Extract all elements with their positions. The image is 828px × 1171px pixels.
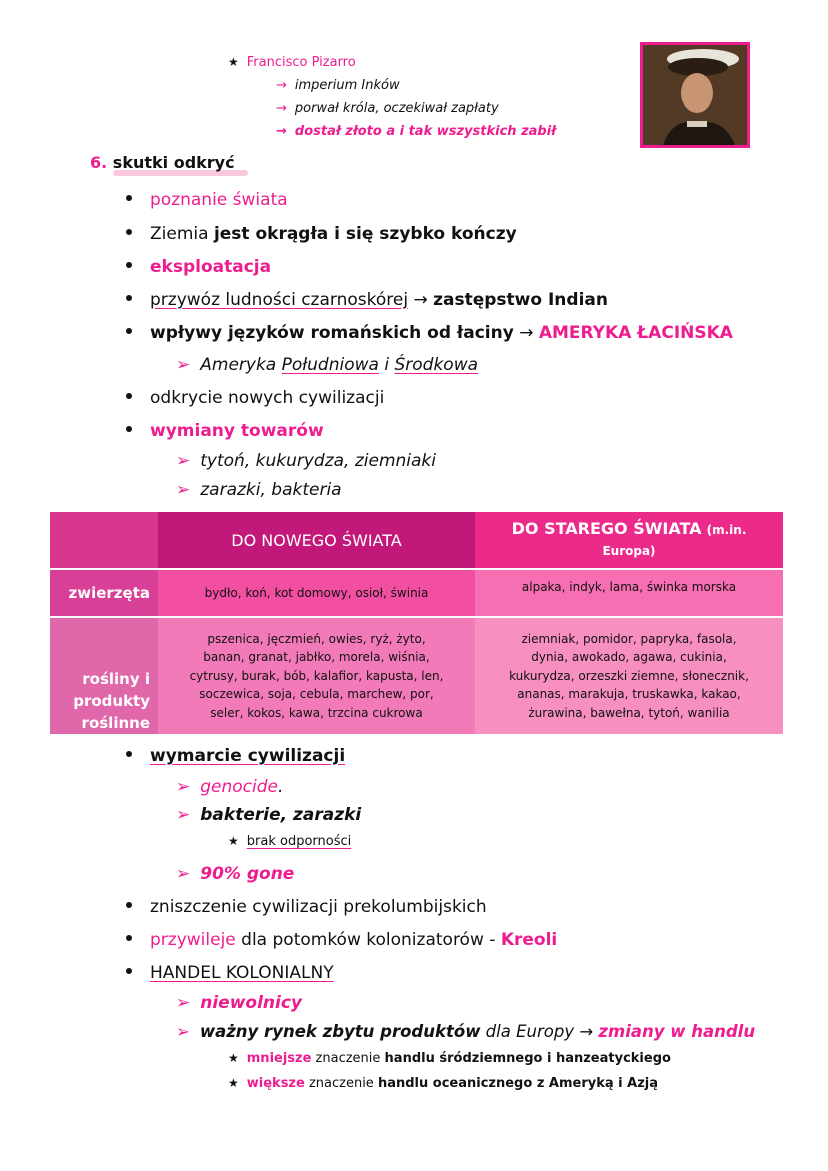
sub-sub-item: ★ brak odporności [228,834,352,849]
pizarro-point-3: → dostał złoto a i tak wszystkich zabił [276,124,557,139]
triangle-icon: ➢ [176,993,191,1013]
sub-list-item: ➢ ważny rynek zbytu produktów dla Europy → zmiany w handlu [176,1022,756,1041]
list-item: przywileje dla potomków kolonizatorów - Kreoli [126,930,557,950]
list-item: wymarcie cywilizacji [126,746,345,766]
bullet-icon [126,328,132,334]
star-icon: ★ [228,1076,239,1090]
bullet-icon [126,751,132,757]
bullet-icon [126,968,132,974]
bullet-icon [126,935,132,941]
triangle-icon: ➢ [176,480,191,500]
triangle-icon: ➢ [176,451,191,471]
triangle-icon: ➢ [176,864,191,884]
sub-list-item: ➢ genocide. [176,777,284,797]
sub-list-item: ➢ Ameryka Południowa i Środkowa [176,355,479,375]
animals-to-new-world: bydło, koń, kot domowy, osioł, świnia [158,570,475,616]
bullet-icon [126,426,132,432]
bullet-icon [126,195,132,201]
portrait-image [643,45,747,145]
plants-to-new-world: pszenica, jęczmień, owies, ryż, żyto, banan, granat, jabłko, morela, wiśnia, cytrusy, burak, bób, kalafior, kapusta, len, soczewica, soja, cebula, marchew, por, seler, kokos, kawa, trzcina cukrowa [158,618,475,734]
star-icon: ★ [228,55,239,69]
bullet-icon [126,902,132,908]
pizarro-point-1: → imperium Inków [276,78,400,93]
pizarro-name-row [228,55,356,70]
triangle-icon: ➢ [176,355,191,375]
row-label-animals: zwierzęta [50,570,158,616]
row-label-plants: rośliny i produkty roślinne [50,618,158,734]
list-item: wymiany towarów [126,421,324,441]
list-item: Ziemia jest okrągła i się szybko kończy [126,224,517,244]
section-heading: 6. skutki odkryć [90,153,235,172]
exchange-table [50,512,783,734]
list-item: zniszczenie cywilizacji prekolumbijskich [126,897,487,917]
pizarro-point-2: → porwał króla, oczekiwał zapłaty [276,101,499,116]
sub-list-item: ➢ 90% gone [176,864,295,884]
animals-to-old-world: alpaka, indyk, lama, świnka morska [475,570,783,616]
sub-list-item: ➢ bakterie, zarazki [176,805,362,825]
list-item: eksploatacja [126,257,271,277]
sub-list-item: ➢ niewolnicy [176,993,303,1013]
star-icon: ★ [228,1051,239,1065]
sub-list-item: ➢ zarazki, bakteria [176,480,342,500]
bullet-icon [126,393,132,399]
sub-sub-item: ★ większe znaczenie handlu oceanicznego z Ameryką i Azją [228,1076,659,1091]
triangle-icon: ➢ [176,805,191,825]
triangle-icon: ➢ [176,777,191,797]
sub-sub-item: ★ mniejsze znaczenie handlu śródziemnego i hanzeatyckiego [228,1051,671,1066]
arrow-icon: → [276,124,287,139]
list-item: HANDEL KOLONIALNY [126,963,334,983]
list-item: przywóz ludności czarnoskórej → zastępstwo Indian [126,290,608,310]
table-corner [50,512,158,568]
list-item: wpływy języków romańskich od łaciny → AMERYKA ŁACIŃSKA [126,323,733,343]
table-header-new-world: DO NOWEGO ŚWIATA [158,512,475,568]
arrow-icon: → [276,101,287,116]
list-item: poznanie świata [126,190,288,210]
list-item: odkrycie nowych cywilizacji [126,388,384,408]
pizarro-portrait [640,42,750,148]
triangle-icon: ➢ [176,1022,190,1041]
bullet-icon [126,295,132,301]
table-header-old-world: DO STAREGO ŚWIATA (m.in. Europa) [475,512,783,568]
bullet-icon [126,262,132,268]
arrow-icon: → [276,78,287,93]
bullet-icon [126,229,132,235]
star-icon: ★ [228,834,239,848]
pizarro-name: Francisco Pizarro [246,55,356,70]
plants-to-old-world: ziemniak, pomidor, papryka, fasola, dynia, awokado, agawa, cukinia, kukurydza, orzeszki ziemne, słonecznik, ananas, marakuja, truskawka, kakao, żurawina, bawełna, tytoń, wanilia [475,618,783,734]
sub-list-item: ➢ tytoń, kukurydza, ziemniaki [176,451,437,471]
